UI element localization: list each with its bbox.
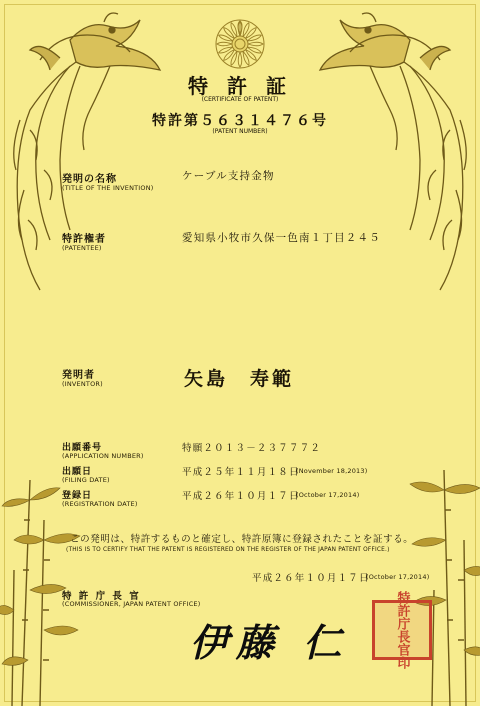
inventor-label: 発明者: [62, 370, 95, 381]
filing-value: 平成２５年１１月１８日: [182, 467, 300, 478]
commissioner-label: 特 許 庁 長 官: [62, 591, 141, 602]
certify-statement-en: (THIS IS TO CERTIFY THAT THE PATENT IS REGISTERED ON THE REGISTER OF THE JAPAN PATENT OFFICE.): [66, 547, 390, 553]
patentee-label: 特許権者: [62, 234, 106, 245]
commissioner-signature: 伊藤 仁: [190, 620, 350, 665]
chrysanthemum-crest-icon: [214, 18, 266, 70]
registration-label-en: (REGISTRATION DATE): [62, 500, 138, 508]
application-label: 出願番号: [62, 443, 103, 453]
crest-petal: [238, 52, 242, 67]
application-value: 特願２０１３－２３７７７２: [182, 443, 322, 454]
crest-petal: [241, 22, 250, 37]
crest-petal: [247, 34, 262, 43]
invention-value: ケーブル支持金物: [182, 170, 275, 182]
patent-number-en: (PATENT NUMBER): [212, 128, 268, 135]
invention-label: 発明の名称: [62, 174, 117, 185]
inventor-label-en: (INVENTOR): [62, 380, 103, 388]
crest-petal: [247, 45, 262, 54]
crest-petal: [218, 34, 233, 43]
certificate-title-en: (CERTIFICATE OF PATENT): [201, 96, 279, 103]
application-label-en: (APPLICATION NUMBER): [62, 452, 144, 460]
inventor-value: 矢島 寿範: [184, 368, 295, 390]
certify-statement: この発明は、特許するものと確定し、特許原簿に登録されたことを証する。: [70, 534, 414, 545]
right-phoenix-ornament: [310, 0, 480, 300]
filing-label: 出願日: [62, 467, 93, 477]
registration-label: 登録日: [62, 491, 93, 501]
registration-value: 平成２６年１０月１７日: [182, 491, 300, 502]
crest-petal: [241, 51, 250, 66]
crest-petal: [217, 42, 232, 46]
issue-date: 平成２６年１０月１７日: [252, 573, 370, 584]
commissioner-label-en: (COMMISSIONER, JAPAN PATENT OFFICE): [62, 600, 201, 608]
issue-date-en: (October 17,2014): [366, 573, 430, 581]
left-phoenix-ornament: [0, 0, 170, 300]
crest-petal: [218, 45, 233, 54]
seal-text: 特許庁長官印: [394, 591, 410, 669]
certificate-title: 特 許 証: [188, 74, 292, 98]
official-seal: [372, 591, 432, 669]
filing-label-en: (FILING DATE): [62, 476, 110, 484]
crest-petal: [248, 42, 263, 46]
registration-value-en: (October 17,2014): [296, 491, 360, 499]
patent-number: 特許第５６３１４７６号: [152, 113, 328, 129]
invention-label-en: (TITLE OF THE INVENTION): [62, 184, 154, 192]
filing-value-en: (November 18,2013): [296, 467, 368, 475]
crest-petal: [230, 51, 239, 66]
crest-petal: [230, 22, 239, 37]
patentee-value: 愛知県小牧市久保一色南１丁目２４５: [182, 232, 381, 244]
patentee-label-en: (PATENTEE): [62, 244, 102, 252]
